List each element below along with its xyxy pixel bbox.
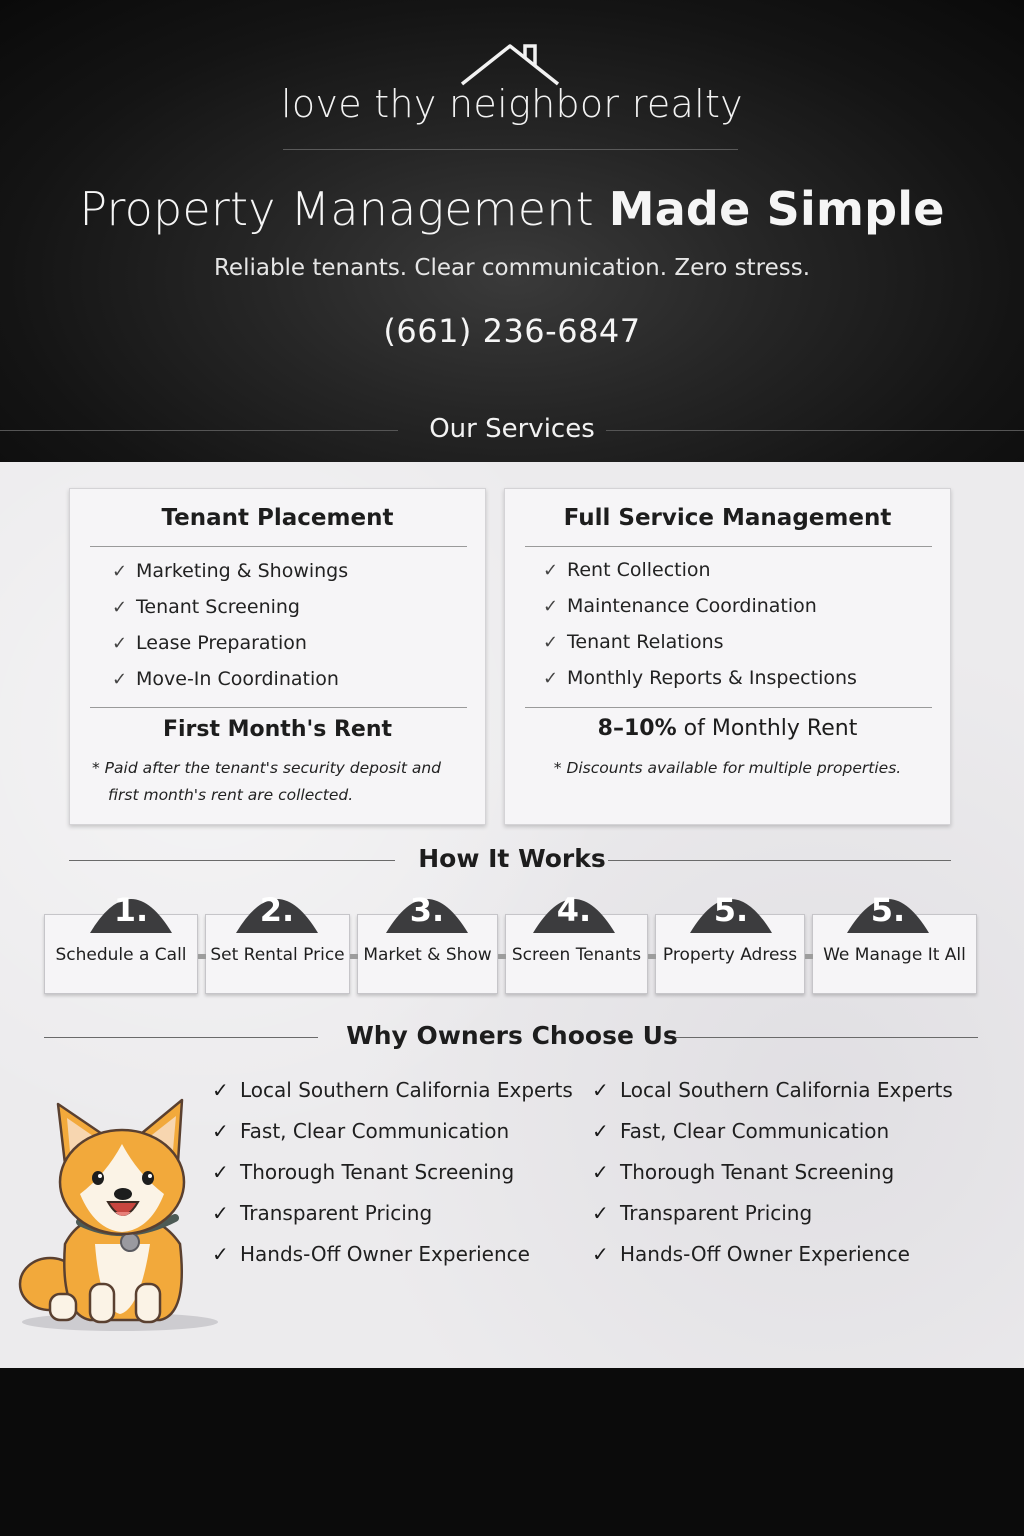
why-list-left — [212, 1069, 573, 1274]
why-owners-heading — [0, 1021, 1024, 1055]
step-connector — [805, 954, 813, 959]
check-icon: ✓ — [543, 559, 559, 581]
step-number-badge: 3. — [386, 887, 468, 935]
list-item: ✓ Transparent Pricing — [592, 1200, 813, 1225]
step-number-badge: 1. — [90, 887, 172, 935]
check-icon: ✓ — [543, 631, 559, 653]
card-divider — [525, 546, 932, 547]
check-icon: ✓ — [592, 1200, 609, 1225]
price-suffix: of Monthly Rent — [676, 716, 858, 741]
list-item: ✓ Tenant Screening — [112, 596, 300, 618]
list-item: ✓ Hands-Off Owner Experience — [212, 1241, 530, 1266]
content-area — [0, 462, 1024, 1368]
step-label: Set Rental Price — [210, 945, 345, 965]
list-item: ✓ Transparent Pricing — [212, 1200, 433, 1225]
step-connector — [198, 954, 206, 959]
step-label: Market & Show — [363, 945, 492, 965]
step-label: Screen Tenants — [511, 945, 642, 965]
check-icon: ✓ — [212, 1118, 229, 1143]
list-item: ✓ Tenant Relations — [543, 631, 724, 653]
card-title: Full Service Management — [563, 505, 892, 531]
page-title — [0, 182, 1024, 236]
services-heading — [0, 412, 1024, 452]
step-number-badge: 5. — [847, 887, 929, 935]
check-icon: ✓ — [112, 560, 128, 582]
check-icon: ✓ — [592, 1159, 609, 1184]
price-note-line1: * Paid after the tenant's security deposit and — [92, 759, 441, 777]
phone-number[interactable]: (661) 236-6847 — [383, 312, 641, 350]
list-item: ✓ Thorough Tenant Screening — [212, 1159, 515, 1184]
check-icon: ✓ — [592, 1077, 609, 1102]
headline-bold: Made Simple — [608, 182, 945, 236]
check-icon: ✓ — [112, 668, 128, 690]
check-icon: ✓ — [592, 1241, 609, 1266]
list-item: ✓ Marketing & Showings — [112, 560, 349, 582]
step-connector — [350, 954, 358, 959]
service-list — [112, 553, 348, 697]
card-title: Tenant Placement — [161, 505, 394, 531]
list-item: ✓ Local Southern California Experts — [212, 1077, 573, 1102]
list-item: ✓ Fast, Clear Communication — [212, 1118, 510, 1143]
brand-divider — [283, 149, 738, 150]
list-item: ✓ Thorough Tenant Screening — [592, 1159, 895, 1184]
check-icon: ✓ — [212, 1077, 229, 1102]
step-connector — [498, 954, 506, 959]
service-list — [543, 552, 857, 696]
check-icon: ✓ — [212, 1241, 229, 1266]
step-label: Schedule a Call — [55, 945, 187, 965]
check-icon: ✓ — [212, 1159, 229, 1184]
price-note-line2: first month's rent are collected. — [108, 786, 354, 804]
headline-light: Property Management — [79, 182, 609, 236]
list-item: ✓ Fast, Clear Communication — [592, 1118, 890, 1143]
step-connector — [648, 954, 656, 959]
card-divider — [90, 707, 467, 708]
why-list-right — [592, 1069, 953, 1274]
tagline: Reliable tenants. Clear communication. Zero stress. — [213, 255, 811, 281]
check-icon: ✓ — [212, 1200, 229, 1225]
tenant-placement-card — [69, 488, 486, 825]
step-number-badge: 5. — [690, 887, 772, 935]
full-service-card — [504, 488, 951, 825]
price-note: * Discounts available for multiple properties. — [553, 759, 902, 777]
check-icon: ✓ — [112, 596, 128, 618]
list-item: ✓ Move-In Coordination — [112, 668, 339, 690]
step-number-badge: 4. — [533, 887, 615, 935]
house-roof-icon — [458, 40, 562, 88]
list-item: ✓ Maintenance Coordination — [543, 595, 817, 617]
corgi-mascot-icon — [10, 1094, 222, 1334]
list-item: ✓ Hands-Off Owner Experience — [592, 1241, 910, 1266]
check-icon: ✓ — [592, 1118, 609, 1143]
price-percent: 8–10% — [597, 716, 677, 741]
card-divider — [90, 546, 467, 547]
check-icon: ✓ — [112, 632, 128, 654]
how-it-works-heading — [0, 844, 1024, 878]
list-item: ✓ Monthly Reports & Inspections — [543, 667, 857, 689]
check-icon: ✓ — [543, 667, 559, 689]
step-label: Property Adress — [662, 945, 798, 965]
list-item: ✓ Local Southern California Experts — [592, 1077, 953, 1102]
section-title: Why Owners Choose Us — [346, 1021, 678, 1050]
card-divider — [525, 707, 932, 708]
hero-header — [0, 0, 1024, 462]
price-label: First Month's Rent — [162, 717, 393, 742]
list-item: ✓ Lease Preparation — [112, 632, 307, 654]
section-title: How It Works — [418, 844, 606, 873]
price-label — [505, 716, 950, 741]
services-title: Our Services — [429, 414, 595, 444]
step-number-badge: 2. — [236, 887, 318, 935]
list-item: ✓ Rent Collection — [543, 559, 711, 581]
brand-name: love thy neighbor realty — [281, 82, 743, 126]
check-icon: ✓ — [543, 595, 559, 617]
step-label: We Manage It All — [823, 945, 966, 965]
